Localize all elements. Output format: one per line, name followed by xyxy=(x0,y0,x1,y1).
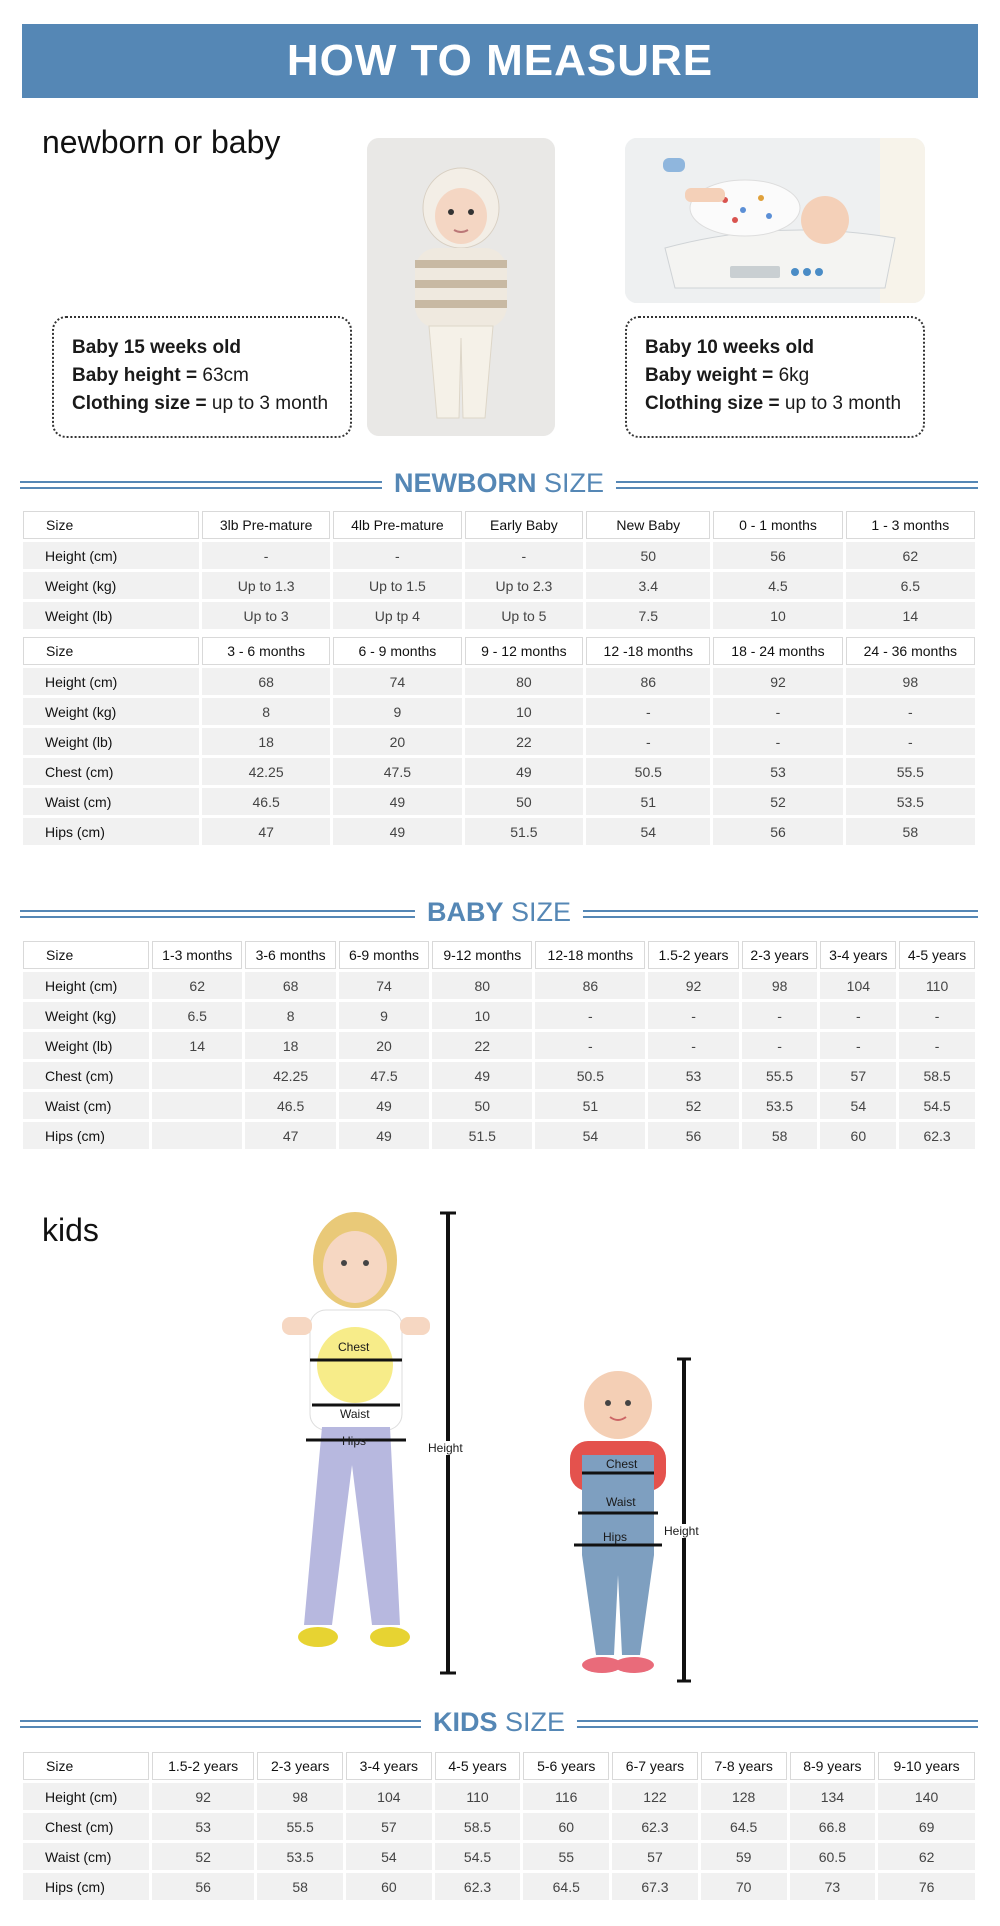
table-cell: 9 xyxy=(339,1002,429,1029)
row-label-cell: Weight (lb) xyxy=(23,602,199,629)
table-cell: 64.5 xyxy=(523,1873,609,1900)
row-label-cell: Height (cm) xyxy=(23,1783,149,1810)
table-cell: 122 xyxy=(612,1783,698,1810)
table-header-cell: 9-12 months xyxy=(432,941,532,969)
table-cell: 60 xyxy=(346,1873,432,1900)
table-cell: - xyxy=(820,1032,896,1059)
table-cell: 60 xyxy=(523,1813,609,1840)
girl-waist-label: Waist xyxy=(340,1407,370,1421)
table-cell: 50 xyxy=(465,788,584,815)
table-header-cell: 5-6 years xyxy=(523,1752,609,1780)
table-cell: 53 xyxy=(713,758,842,785)
table-header-cell: 3lb Pre-mature xyxy=(202,511,330,539)
table-row xyxy=(23,1062,975,1089)
section-label-kids: kids xyxy=(42,1212,99,1248)
table-cell: 54 xyxy=(586,818,710,845)
table-cell: - xyxy=(586,698,710,725)
table-cell: 57 xyxy=(612,1843,698,1870)
table-header-cell: Size xyxy=(23,1752,149,1780)
table-row xyxy=(23,758,975,785)
table-cell: 54.5 xyxy=(899,1092,975,1119)
table-cell: 14 xyxy=(846,602,975,629)
table-cell: Up to 5 xyxy=(465,602,584,629)
kids-size-divider xyxy=(20,1707,978,1747)
row-label-cell: Height (cm) xyxy=(23,972,149,999)
row-label-cell: Weight (lb) xyxy=(23,728,199,755)
section-label-newborn-baby: newborn or baby xyxy=(42,124,281,160)
row-label-cell: Chest (cm) xyxy=(23,1813,149,1840)
table-cell: 86 xyxy=(586,668,710,695)
table-header-cell: 3-4 years xyxy=(346,1752,432,1780)
table-cell xyxy=(152,1062,242,1089)
table-header-cell: Size xyxy=(23,511,199,539)
row-label-cell: Weight (kg) xyxy=(23,1002,149,1029)
table-cell: 58.5 xyxy=(899,1062,975,1089)
table-cell: 49 xyxy=(339,1092,429,1119)
table-cell: - xyxy=(535,1032,645,1059)
table-header-cell: 4lb Pre-mature xyxy=(333,511,461,539)
table-cell: 98 xyxy=(846,668,975,695)
table-cell: 53.5 xyxy=(846,788,975,815)
table-cell: - xyxy=(586,728,710,755)
row-label-cell: Weight (kg) xyxy=(23,698,199,725)
table-row xyxy=(23,542,975,569)
table-cell: 46.5 xyxy=(202,788,330,815)
table-cell: Up to 1.3 xyxy=(202,572,330,599)
table-cell: 8 xyxy=(202,698,330,725)
info-box-weight xyxy=(625,316,925,438)
baby-lying-photo xyxy=(367,138,555,436)
table-cell: - xyxy=(202,542,330,569)
table-cell: 3.4 xyxy=(586,572,710,599)
table-cell: 116 xyxy=(523,1783,609,1810)
table-cell: 92 xyxy=(648,972,738,999)
table-cell: 104 xyxy=(346,1783,432,1810)
table-cell: 56 xyxy=(648,1122,738,1149)
table-header-row xyxy=(23,1752,975,1780)
table-header-cell: 7-8 years xyxy=(701,1752,787,1780)
table-cell: 4.5 xyxy=(713,572,842,599)
row-label-cell: Height (cm) xyxy=(23,668,199,695)
kids-size-title: KIDS SIZE xyxy=(421,1707,577,1738)
info-height-line: Baby height = 63cm xyxy=(72,365,249,386)
toddler-waist-label: Waist xyxy=(606,1495,636,1509)
table-cell: 69 xyxy=(878,1813,975,1840)
table-cell: 49 xyxy=(339,1122,429,1149)
table-header-cell: 9-10 years xyxy=(878,1752,975,1780)
girl-height-label: Height xyxy=(428,1441,463,1455)
table-cell: Up to 3 xyxy=(202,602,330,629)
table-cell: 51.5 xyxy=(432,1122,532,1149)
table-cell: - xyxy=(333,542,461,569)
table-header-cell: 4-5 years xyxy=(435,1752,521,1780)
table-cell xyxy=(152,1092,242,1119)
baby-size-divider xyxy=(20,897,978,937)
table-header-cell: 18 - 24 months xyxy=(713,637,842,665)
table-cell: - xyxy=(846,728,975,755)
newborn-size-table xyxy=(20,508,978,848)
table-cell: 73 xyxy=(790,1873,876,1900)
table-header-cell: 6-7 years xyxy=(612,1752,698,1780)
toddler-chest-label: Chest xyxy=(606,1457,638,1471)
table-cell: 80 xyxy=(465,668,584,695)
table-cell xyxy=(152,1122,242,1149)
table-cell: 42.25 xyxy=(245,1062,335,1089)
table-header-cell: Early Baby xyxy=(465,511,584,539)
table-cell: - xyxy=(648,1002,738,1029)
table-cell: 49 xyxy=(333,818,461,845)
kids-size-table xyxy=(20,1749,978,1903)
table-cell: 53 xyxy=(648,1062,738,1089)
table-cell: - xyxy=(742,1032,818,1059)
table-cell: 58 xyxy=(846,818,975,845)
table-header-cell: 2-3 years xyxy=(257,1752,343,1780)
table-cell: 70 xyxy=(701,1873,787,1900)
table-header-cell: 3-6 months xyxy=(245,941,335,969)
table-cell: 54 xyxy=(820,1092,896,1119)
row-label-cell: Weight (kg) xyxy=(23,572,199,599)
info-clothing-line: Clothing size = up to 3 month xyxy=(645,393,902,414)
table-cell: 49 xyxy=(465,758,584,785)
table-cell: 20 xyxy=(333,728,461,755)
table-cell: 110 xyxy=(435,1783,521,1810)
baby-on-scale-photo xyxy=(625,138,925,303)
table-header-row xyxy=(23,511,975,539)
table-cell: - xyxy=(742,1002,818,1029)
table-cell: 54 xyxy=(346,1843,432,1870)
table-cell: 92 xyxy=(152,1783,254,1810)
table-header-row xyxy=(23,941,975,969)
table-row xyxy=(23,1032,975,1059)
table-cell: - xyxy=(465,542,584,569)
table-cell: 50.5 xyxy=(535,1062,645,1089)
table-row xyxy=(23,1122,975,1149)
table-cell: 56 xyxy=(713,542,842,569)
table-cell: 58 xyxy=(257,1873,343,1900)
table-cell: 53 xyxy=(152,1813,254,1840)
row-label-cell: Hips (cm) xyxy=(23,818,199,845)
table-header-row xyxy=(23,637,975,665)
table-cell: 18 xyxy=(245,1032,335,1059)
table-cell: 10 xyxy=(465,698,584,725)
table-cell: - xyxy=(535,1002,645,1029)
table-cell: 68 xyxy=(245,972,335,999)
row-label-cell: Weight (lb) xyxy=(23,1032,149,1059)
table-cell: 7.5 xyxy=(586,602,710,629)
table-cell: 47.5 xyxy=(333,758,461,785)
table-cell: 49 xyxy=(333,788,461,815)
table-row xyxy=(23,1092,975,1119)
table-cell: 55.5 xyxy=(742,1062,818,1089)
table-header-cell: 0 - 1 months xyxy=(713,511,842,539)
row-label-cell: Hips (cm) xyxy=(23,1122,149,1149)
row-label-cell: Waist (cm) xyxy=(23,788,199,815)
table-row xyxy=(23,1843,975,1870)
table-cell: 62 xyxy=(152,972,242,999)
table-header-cell: 9 - 12 months xyxy=(465,637,584,665)
table-cell: 134 xyxy=(790,1783,876,1810)
row-label-cell: Hips (cm) xyxy=(23,1873,149,1900)
table-header-cell: Size xyxy=(23,941,149,969)
table-cell: 42.25 xyxy=(202,758,330,785)
table-cell: 128 xyxy=(701,1783,787,1810)
table-cell: - xyxy=(648,1032,738,1059)
table-cell: 6.5 xyxy=(846,572,975,599)
row-label-cell: Chest (cm) xyxy=(23,758,199,785)
table-cell: 54.5 xyxy=(435,1843,521,1870)
page-banner xyxy=(22,24,978,98)
table-cell: 55 xyxy=(523,1843,609,1870)
girl-hips-label: Hips xyxy=(342,1434,367,1448)
table-cell: 62.3 xyxy=(612,1813,698,1840)
table-cell: 50 xyxy=(586,542,710,569)
table-cell: 140 xyxy=(878,1783,975,1810)
banner-title: HOW TO MEASURE xyxy=(286,36,714,85)
table-header-cell: 24 - 36 months xyxy=(846,637,975,665)
table-cell: 51.5 xyxy=(465,818,584,845)
table-cell: 68 xyxy=(202,668,330,695)
table-cell: 80 xyxy=(432,972,532,999)
table-header-cell: 1.5-2 years xyxy=(648,941,738,969)
table-cell: 74 xyxy=(333,668,461,695)
table-cell: 8 xyxy=(245,1002,335,1029)
table-cell: 51 xyxy=(535,1092,645,1119)
girl-chest-label: Chest xyxy=(338,1340,370,1354)
table-cell: 60 xyxy=(820,1122,896,1149)
table-header-cell: 1.5-2 years xyxy=(152,1752,254,1780)
table-cell: 52 xyxy=(152,1843,254,1870)
table-cell: - xyxy=(846,698,975,725)
table-cell: 104 xyxy=(820,972,896,999)
table-header-cell: 4-5 years xyxy=(899,941,975,969)
table-cell: 9 xyxy=(333,698,461,725)
table-cell: 57 xyxy=(820,1062,896,1089)
info-age-line: Baby 15 weeks old xyxy=(72,337,241,358)
table-cell: Up tp 4 xyxy=(333,602,461,629)
table-cell: 55.5 xyxy=(257,1813,343,1840)
table-cell: - xyxy=(899,1032,975,1059)
table-cell: Up to 2.3 xyxy=(465,572,584,599)
table-cell: 53.5 xyxy=(257,1843,343,1870)
table-header-cell: 2-3 years xyxy=(742,941,818,969)
table-cell: 86 xyxy=(535,972,645,999)
table-cell: 66.8 xyxy=(790,1813,876,1840)
info-clothing-line: Clothing size = up to 3 month xyxy=(72,393,329,414)
table-header-cell: 1-3 months xyxy=(152,941,242,969)
info-weight-line: Baby weight = 6kg xyxy=(645,365,810,386)
table-cell: 56 xyxy=(152,1873,254,1900)
toddler-measurement-illustration xyxy=(530,1355,700,1685)
table-cell: 51 xyxy=(586,788,710,815)
table-row xyxy=(23,668,975,695)
table-cell: 49 xyxy=(432,1062,532,1089)
table-cell: 56 xyxy=(713,818,842,845)
table-cell: 22 xyxy=(432,1032,532,1059)
table-cell: 58.5 xyxy=(435,1813,521,1840)
table-cell: - xyxy=(713,728,842,755)
table-cell: 47 xyxy=(202,818,330,845)
table-cell: 6.5 xyxy=(152,1002,242,1029)
table-cell: 47.5 xyxy=(339,1062,429,1089)
row-label-cell: Waist (cm) xyxy=(23,1092,149,1119)
table-cell: 14 xyxy=(152,1032,242,1059)
table-cell: - xyxy=(899,1002,975,1029)
row-label-cell: Chest (cm) xyxy=(23,1062,149,1089)
table-row xyxy=(23,788,975,815)
table-cell: 62.3 xyxy=(899,1122,975,1149)
table-header-cell: New Baby xyxy=(586,511,710,539)
table-header-cell: 1 - 3 months xyxy=(846,511,975,539)
table-cell: 22 xyxy=(465,728,584,755)
table-row xyxy=(23,818,975,845)
table-row xyxy=(23,698,975,725)
table-cell: 98 xyxy=(742,972,818,999)
table-row xyxy=(23,1873,975,1900)
table-cell: 62 xyxy=(846,542,975,569)
toddler-hips-label: Hips xyxy=(603,1530,628,1544)
table-cell: 47 xyxy=(245,1122,335,1149)
table-cell: 110 xyxy=(899,972,975,999)
table-cell: 50.5 xyxy=(586,758,710,785)
table-cell: 10 xyxy=(432,1002,532,1029)
table-header-cell: 3-4 years xyxy=(820,941,896,969)
table-row xyxy=(23,1002,975,1029)
table-header-cell: Size xyxy=(23,637,199,665)
table-cell: 55.5 xyxy=(846,758,975,785)
table-cell: 67.3 xyxy=(612,1873,698,1900)
table-header-cell: 12 -18 months xyxy=(586,637,710,665)
row-label-cell: Waist (cm) xyxy=(23,1843,149,1870)
table-cell: 52 xyxy=(648,1092,738,1119)
baby-size-title: BABY SIZE xyxy=(415,897,583,928)
table-cell: 52 xyxy=(713,788,842,815)
table-row xyxy=(23,972,975,999)
newborn-size-title: NEWBORN SIZE xyxy=(382,468,616,499)
table-row xyxy=(23,572,975,599)
table-header-cell: 12-18 months xyxy=(535,941,645,969)
table-cell: 57 xyxy=(346,1813,432,1840)
table-row xyxy=(23,602,975,629)
info-age-line: Baby 10 weeks old xyxy=(645,337,814,358)
table-row xyxy=(23,1783,975,1810)
table-header-cell: 6 - 9 months xyxy=(333,637,461,665)
table-header-cell: 6-9 months xyxy=(339,941,429,969)
table-cell: 54 xyxy=(535,1122,645,1149)
table-cell: 53.5 xyxy=(742,1092,818,1119)
table-cell: 98 xyxy=(257,1783,343,1810)
table-cell: 64.5 xyxy=(701,1813,787,1840)
info-box-height xyxy=(52,316,352,438)
table-row xyxy=(23,728,975,755)
table-cell: - xyxy=(713,698,842,725)
table-cell: 59 xyxy=(701,1843,787,1870)
table-header-cell: 3 - 6 months xyxy=(202,637,330,665)
table-cell: 58 xyxy=(742,1122,818,1149)
newborn-size-divider xyxy=(20,468,978,508)
toddler-height-label: Height xyxy=(664,1524,699,1538)
row-label-cell: Height (cm) xyxy=(23,542,199,569)
table-cell: 92 xyxy=(713,668,842,695)
table-cell: 20 xyxy=(339,1032,429,1059)
table-cell: 46.5 xyxy=(245,1092,335,1119)
table-cell: 18 xyxy=(202,728,330,755)
table-cell: Up to 1.5 xyxy=(333,572,461,599)
table-cell: - xyxy=(820,1002,896,1029)
table-cell: 62.3 xyxy=(435,1873,521,1900)
baby-size-table xyxy=(20,938,978,1152)
table-header-cell: 8-9 years xyxy=(790,1752,876,1780)
table-cell: 10 xyxy=(713,602,842,629)
table-cell: 60.5 xyxy=(790,1843,876,1870)
table-row xyxy=(23,1813,975,1840)
table-cell: 76 xyxy=(878,1873,975,1900)
table-cell: 50 xyxy=(432,1092,532,1119)
table-cell: 74 xyxy=(339,972,429,999)
table-cell: 62 xyxy=(878,1843,975,1870)
